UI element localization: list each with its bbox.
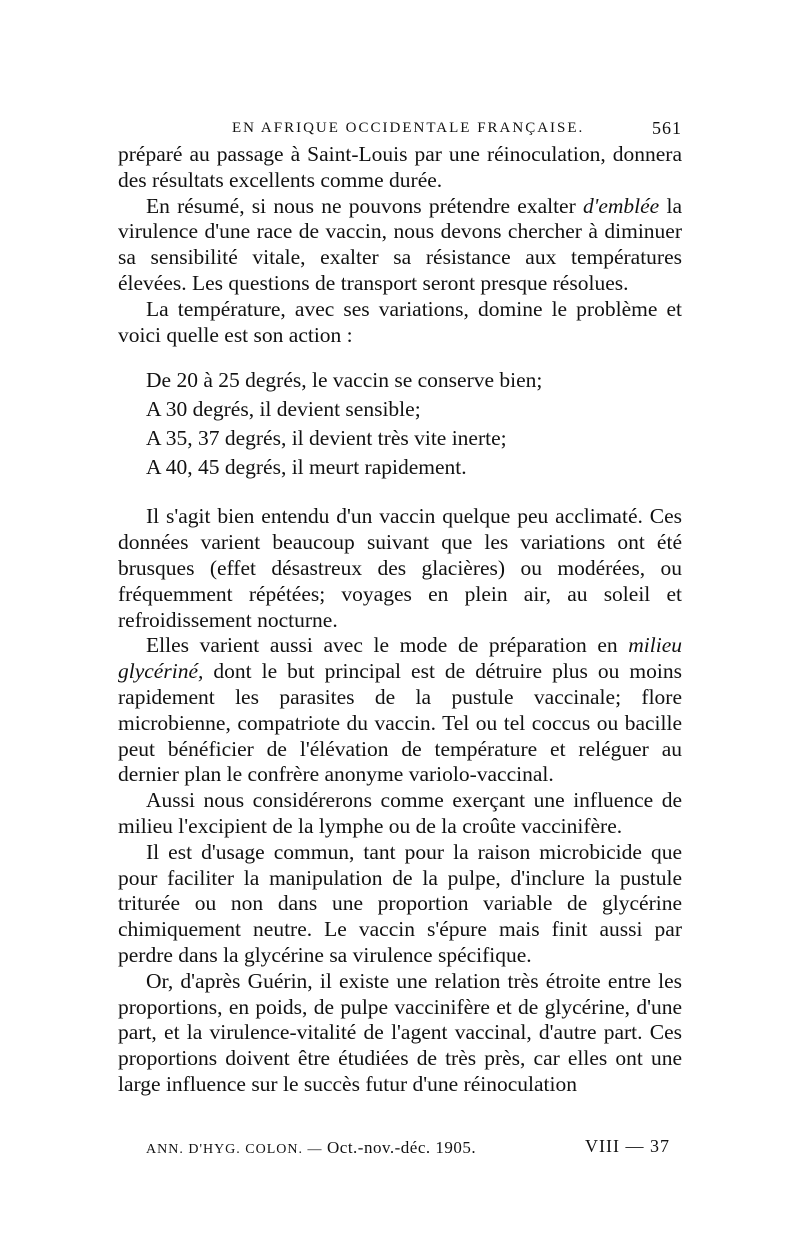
paragraph-4: Il s'agit bien entendu d'un vaccin quelque peu acclimaté. Ces données varient beaucoup suivant que les variations ont été brusques (effet désastreux des glacières) ou modérées, ou fréquemment répétées; voyages en plein air, au soleil et refroidissement nocturne. bbox=[118, 504, 682, 632]
journal-name: ANN. D'HYG. COLON. — bbox=[146, 1142, 323, 1157]
book-page bbox=[118, 108, 682, 1157]
paragraph-2-text-a: En résumé, si nous ne pouvons prétendre exalter bbox=[146, 193, 583, 218]
paragraph-7: Il est d'usage commun, tant pour la raison microbicide que pour faciliter la manipulation de la pulpe, d'inclure la pustule triturée ou non dans une proportion variable de glycérine chimiquement neutre. Le vaccin s'épure mais finit aussi par perdre dans la glycérine sa virulence spécifique. bbox=[118, 839, 682, 967]
list-item: A 35, 37 degrés, il devient très vite inerte; bbox=[146, 426, 507, 451]
paragraph-3: La température, avec ses variations, domine le problème et voici quelle est son action : bbox=[118, 296, 682, 347]
section-gap bbox=[118, 482, 682, 504]
list-item: A 40, 45 degrés, il meurt rapidement. bbox=[146, 455, 467, 480]
paragraph-6: Aussi nous considérerons comme exerçant une influence de milieu l'excipient de la lymphe ou de la croûte vaccinifère. bbox=[118, 788, 682, 838]
running-title: EN AFRIQUE OCCIDENTALE FRANÇAISE. bbox=[232, 120, 585, 136]
paragraph-2-text-b: la virulence d'une race de vaccin, nous devons chercher à diminuer sa sensibilité vitale, exalter sa résistance aux températures élevées. Les questions de transport seront presque résolues. bbox=[118, 193, 682, 295]
page-number: 561 bbox=[652, 118, 682, 138]
running-header bbox=[118, 108, 682, 142]
list-item: De 20 à 25 degrés, le vaccin se conserve bien; bbox=[146, 368, 543, 393]
paragraph-1: préparé au passage à Saint-Louis par une réinoculation, donnera des résultats excellents comme durée. bbox=[118, 142, 682, 192]
issue-date: Oct.-nov.-déc. 1905. bbox=[327, 1138, 477, 1157]
paragraph-2 bbox=[118, 194, 682, 297]
volume-signature: VIII — 37 bbox=[585, 1136, 670, 1156]
page-footer bbox=[118, 1138, 682, 1162]
paragraph-5-text-b: dont le but principal est de détruire plus ou moins rapidement les parasites de la pustule vaccinale; flore microbienne, compatriote du vaccin. Tel ou tel coccus ou bacille peut bénéficier de l'élévation de température et reléguer au dernier plan le confrère anonyme variolo-vaccinal. bbox=[118, 659, 682, 787]
paragraph-5-text-a: Elles varient aussi avec le mode de préparation en bbox=[146, 633, 629, 658]
paragraph-8: Or, d'après Guérin, il existe une relation très étroite entre les proportions, en poids, de pulpe vaccinifère et de glycérine, d'une part, et la virulence-vitalité de l'agent vaccinal, d'autre part. Ces proportions doivent être étudiées de très près, car elles ont une large influence sur le succès futur d'une réinoculation bbox=[118, 968, 682, 1096]
page-body bbox=[118, 142, 682, 1098]
journal-citation bbox=[146, 1138, 476, 1158]
paragraph-5-emphasis: milieu glycériné, bbox=[118, 633, 682, 684]
paragraph-5 bbox=[118, 633, 682, 788]
list-item: A 30 degrés, il devient sensible; bbox=[146, 397, 421, 422]
temperature-list bbox=[146, 366, 682, 482]
paragraph-2-emphasis: d'emblée bbox=[583, 193, 660, 218]
